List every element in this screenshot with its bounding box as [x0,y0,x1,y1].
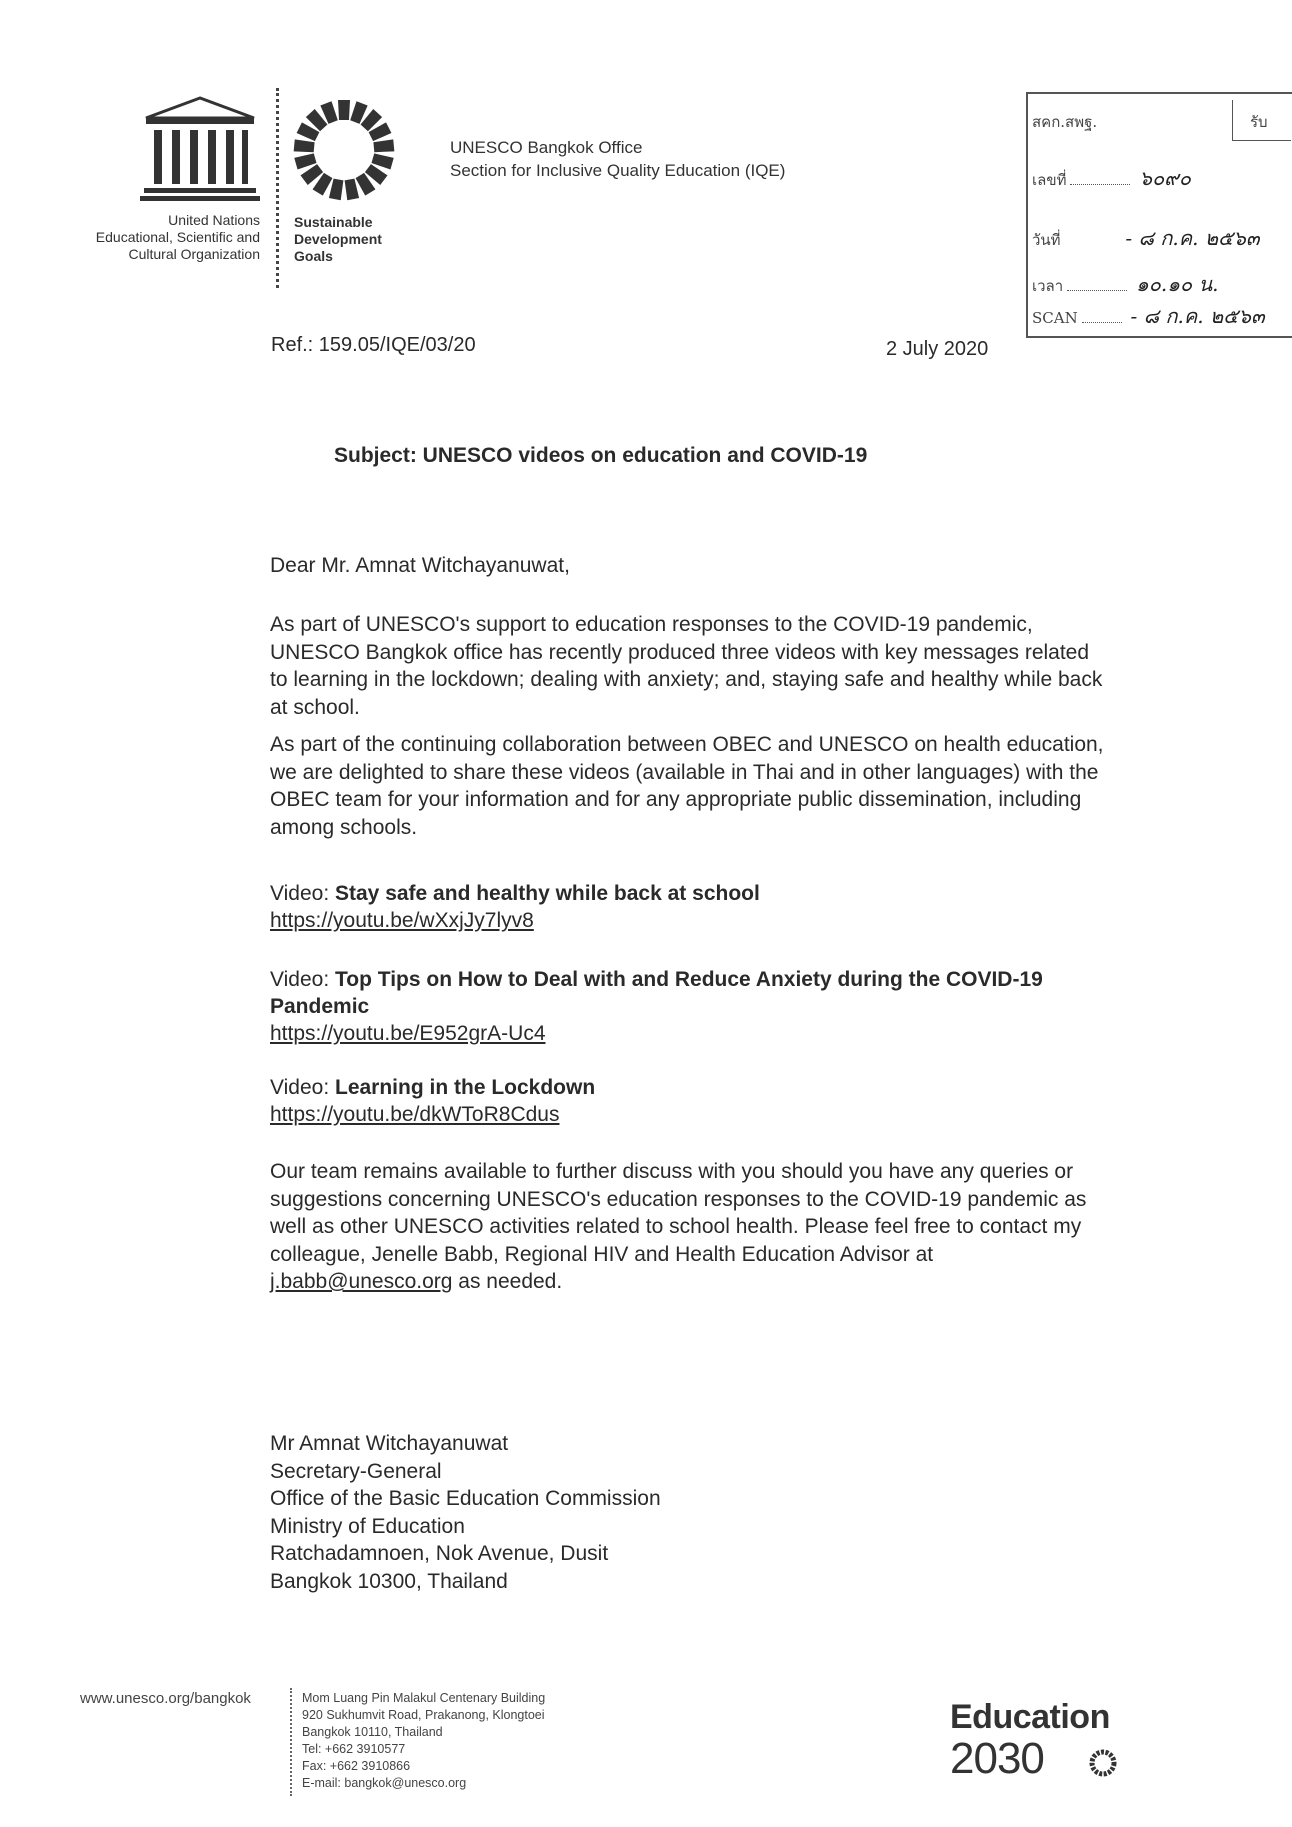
stamp-label: วันที่ [1032,231,1061,249]
org-line: Cultural Organization [128,246,260,262]
education-2030-logo [950,1698,1130,1798]
subject-line: Subject: UNESCO videos on education and COVID-19 [334,444,868,467]
letter-date: 2 July 2020 [886,338,989,360]
footer-address-line: Bangkok 10110, Thailand [302,1725,443,1739]
stamp-label: เวลา [1032,277,1064,295]
footer-address-line: Tel: +662 3910577 [302,1742,406,1756]
header-divider [276,88,279,288]
address-line: Ratchadamnoen, Nok Avenue, Dusit [270,1542,609,1565]
video-title: Stay safe and healthy while back at school [335,882,760,905]
video-item [270,880,1110,934]
office-block [450,136,785,182]
stamp-time-value: ๑๐.๑๐ น. [1135,272,1219,296]
stamp-dots [1067,290,1127,291]
paragraph-intro: As part of UNESCO's support to education responses to the COVID-19 pandemic, UNESCO Bangkok office has recently produced three videos with key messages related to learning in the lockdown; dealing with anxiety; and, staying safe and healthy while back at school. [270,613,1103,719]
address-line: Secretary-General [270,1459,442,1483]
video-link[interactable]: https://youtu.be/wXxjJy7lyv8 [270,909,534,932]
office-section: Section for Inclusive Quality Education (IQE) [450,161,786,180]
stamp-dots [1070,184,1130,185]
contact-email-link[interactable]: j.babb@unesco.org [270,1270,453,1293]
reception-stamp [1026,92,1292,338]
contact-text: Our team remains available to further discuss with you should you have any queries or suggestions concerning UNESCO's education responses to the COVID-19 pandemic as well as other UNESCO activities related to school health. Please feel free to contact my colleague, Jenelle Babb, Regional HIV and Health Education Advisor at [270,1160,1087,1266]
stamp-label: เลขที่ [1032,171,1067,189]
video-title: Top Tips on How to Deal with and Reduce Anxiety during the COVID-19 Pandemic [270,968,1043,1018]
stamp-number-value: ๖๐๙๐ [1139,166,1192,190]
address-line: Bangkok 10300, Thailand [270,1569,508,1593]
video-prefix: Video: [270,1076,335,1099]
contact-text-end: as needed. [452,1270,563,1293]
sdg-wheel-logo [292,98,396,202]
stamp-row-time [1032,268,1219,300]
org-line: United Nations [168,212,260,228]
stamp-scan-value: - ๘ ก.ค. ๒๕๖๓ [1130,304,1265,328]
footer-address-line: Mom Luang Pin Malakul Centenary Building [302,1691,546,1705]
sdg-label [294,214,382,265]
sdg-ring-icon [1088,1748,1118,1778]
edu-word: Education [950,1698,1110,1736]
stamp-label: SCAN [1032,309,1078,327]
address-line: Office of the Basic Education Commission [270,1487,661,1510]
footer-address-line: E-mail: bangkok@unesco.org [302,1776,467,1790]
video-item [270,966,1110,1047]
video-link[interactable]: https://youtu.be/dkWToR8Cdus [270,1103,560,1126]
footer-address-line: 920 Sukhumvit Road, Prakanong, Klongtoei [302,1708,545,1722]
sdg-line: Goals [294,248,333,264]
recipient-address [270,1430,661,1595]
reference-number: Ref.: 159.05/IQE/03/20 [271,334,476,356]
salutation: Dear Mr. Amnat Witchayanuwat, [270,554,570,577]
address-line: Ministry of Education [270,1514,465,1538]
video-link[interactable]: https://youtu.be/E952grA-Uc4 [270,1022,546,1045]
stamp-date-value: - ๘ ก.ค. ๒๕๖๓ [1125,226,1260,250]
video-prefix: Video: [270,882,335,905]
org-line: Educational, Scientific and [95,229,260,245]
footer-website[interactable]: www.unesco.org/bangkok [80,1690,251,1707]
office-name: UNESCO Bangkok Office [450,138,643,157]
address-line: Mr Amnat Witchayanuwat [270,1432,509,1455]
sdg-line: Development [294,231,382,247]
video-item [270,1074,1110,1128]
edu-year: 2030 [950,1734,1044,1783]
unesco-logo [140,96,260,206]
sdg-line: Sustainable [294,214,373,230]
footer-address-line: Fax: +662 3910866 [302,1759,411,1773]
video-title: Learning in the Lockdown [335,1076,596,1099]
stamp-dots [1082,322,1122,323]
stamp-row-scan [1032,300,1265,332]
stamp-received: รับ [1250,113,1268,131]
org-name [60,212,260,263]
stamp-label: สคก.สพฐ. [1032,113,1098,131]
paragraph-contact [270,1158,1110,1296]
stamp-row-number [1032,162,1191,194]
stamp-row-office [1032,110,1097,134]
stamp-row-date [1032,222,1260,254]
video-prefix: Video: [270,968,335,991]
footer-address [302,1690,545,1792]
footer-divider [290,1688,292,1796]
paragraph-collaboration: As part of the continuing collaboration between OBEC and UNESCO on health education, we are delighted to share these videos (available in Thai and in other languages) with the OBEC team for your information and for any appropriate public dissemination, including among schools. [270,733,1104,839]
